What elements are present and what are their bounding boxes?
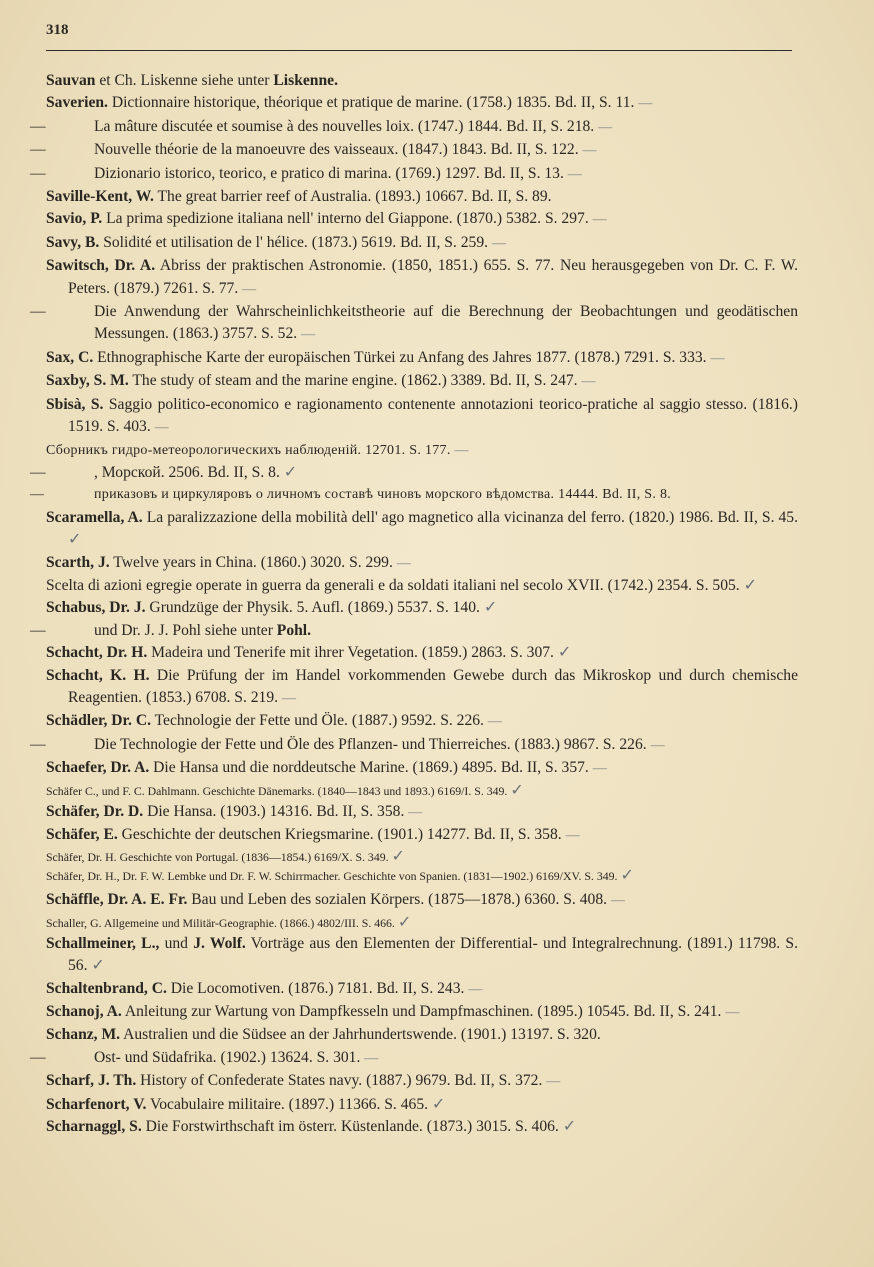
bibliography-entry [46, 1070, 798, 1093]
check-mark-icon: ✓ [91, 957, 105, 975]
bibliography-entry [30, 139, 798, 162]
entry-text: Australien und die Südsee an der Jahrhundertswende. (1901.) 13197. S. 320. [120, 1026, 601, 1044]
pencil-dash-mark: — [364, 1050, 379, 1066]
bibliography-entry [46, 1001, 798, 1024]
bibliography-entry [46, 933, 798, 978]
bibliography-entry [46, 824, 798, 847]
check-mark-icon: ✓ [68, 531, 82, 549]
check-mark-icon: ✓ [557, 644, 572, 662]
pencil-dash-mark: — [650, 737, 665, 753]
entry-author: Schädler, Dr. C. [46, 712, 151, 730]
entry-text: , Морской. 2506. Bd. II, S. 8. [94, 463, 280, 481]
pencil-dash-mark: — [598, 119, 613, 135]
pencil-dash-mark: — [565, 828, 580, 843]
entry-author: Saverien. [46, 94, 108, 112]
bibliography-entry [46, 1116, 798, 1138]
entry-text: Die Prüfung der im Handel vorkommenden Gewebe durch das Mikroskop und durch chemische Reagentien. (1853.) 6708. S. 219. [68, 666, 798, 706]
entry-author: Savy, B. [46, 233, 100, 251]
pencil-dash-mark: — [468, 981, 483, 997]
entry-text: Solidité et utilisation de l' hélice. (1873.) 5619. Bd. II, S. 259. [99, 233, 489, 251]
ditto-dash: — [30, 164, 46, 182]
bibliography-entry [46, 757, 798, 780]
entry-author: Scharfenort, V. [46, 1095, 147, 1113]
entry-text: und Dr. J. J. Pohl siehe unter [94, 621, 277, 639]
entry-reference: Liskenne. [273, 72, 338, 89]
ditto-dash: — [30, 735, 46, 753]
entry-reference: Pohl. [276, 621, 312, 639]
entry-author: Schanoj, A. [46, 1003, 122, 1021]
entry-text: Vocabulaire militaire. (1897.) 11366. S. 465. [146, 1095, 429, 1113]
entry-author: Schäfer, Dr. D. [46, 802, 144, 820]
pencil-dash-mark: — [242, 281, 257, 297]
pencil-dash-mark: — [592, 212, 607, 228]
entry-text: Vorträge aus den Elementen der Differential- und Integralrechnung. (1891.) 11798. S. 56. [68, 934, 798, 975]
entry-text: Dizionario istorico, teorico, e pratico di marina. (1769.) 1297. Bd. II, S. 13. [94, 164, 564, 182]
entry-text: Anleitung zur Wartung von Dampfkesseln und Dampfmaschinen. (1895.) 10545. Bd. II, S. 241. [121, 1003, 722, 1021]
entry-text: Schäfer C., und F. C. Dahlmann. Geschichte Dänemarks. (1840—1843 und 1893.) 6169/I. S. 349. [46, 783, 508, 798]
entry-text: Schäfer, Dr. H. Geschichte von Portugal. (1836—1854.) 6169/X. S. 349. [46, 850, 389, 865]
entry-text: Geschichte der deutschen Kriegsmarine. (1901.) 14277. Bd. II, S. 358. [117, 826, 562, 843]
check-mark-icon: ✓ [283, 463, 298, 481]
check-mark-icon: ✓ [391, 848, 405, 866]
entry-text: Abriss der praktischen Astronomie. (1850, 1851.) 655. S. 77. Neu herausgegeben von Dr. C. F. W. Peters. (1879.) 7261. S. 77. [68, 257, 799, 297]
entry-author: Scharf, J. Th. [46, 1072, 137, 1090]
entry-author: Schacht, Dr. H. [46, 644, 148, 662]
bibliography-entry [46, 1094, 798, 1116]
pencil-dash-mark: — [610, 893, 625, 909]
entry-author: Scaramella, A. [46, 508, 143, 526]
entry-author: Schanz, M. [46, 1026, 121, 1044]
pencil-dash-mark: — [581, 374, 596, 390]
check-mark-icon: ✓ [562, 1118, 577, 1136]
entry-text: und [159, 934, 194, 952]
bibliography-entry [46, 70, 798, 92]
entry-text: Ost- und Südafrika. (1902.) 13624. S. 301. [94, 1048, 361, 1066]
entry-author: Sawitsch, Dr. A. [46, 257, 156, 275]
check-mark-icon: ✓ [510, 781, 524, 799]
bibliography-entry [30, 462, 798, 484]
entry-text: La mâture discutée et soumise à des nouvelles loix. (1747.) 1844. Bd. II, S. 218. [94, 117, 595, 135]
entry-author: Schäffle, Dr. A. E. Fr. [46, 891, 188, 909]
entry-author: Schabus, Dr. J. [46, 599, 146, 617]
bibliography-entry [46, 232, 798, 255]
bibliography-entry [30, 484, 798, 506]
entry-text: Ethnographische Karte der europäischen Türkei zu Anfang des Jahres 1877. (1878.) 7291. S. 333. [93, 348, 707, 366]
entry-text: приказовъ и циркуляровъ о личномъ составѣ чиновъ морского вѣдомства. 14444. Bd. II, S. 8. [94, 487, 672, 503]
ditto-dash: — [30, 1048, 46, 1066]
pencil-dash-mark: — [408, 804, 423, 820]
entry-author: Saxby, S. M. [46, 372, 129, 390]
entry-author: Schaltenbrand, C. [46, 979, 167, 997]
bibliography-entry [46, 370, 798, 393]
ditto-dash: — [30, 141, 46, 159]
entry-text: Scelta di azioni egregie operate in guerra da generali e da soldati italiani nel secolo XVII. (1742.) 2354. S. 505. [46, 576, 740, 594]
bibliography-entry [46, 1024, 798, 1046]
entry-author: Schacht, K. H. [46, 666, 150, 684]
entry-text: Schaller, G. Allgemeine und Militär-Geographie. (1866.) 4802/III. S. 466. [46, 915, 395, 930]
entry-text: La paralizzazione della mobilità dell' ago magnetico alla vicinanza del ferro. (1820.) 1986. Bd. II, S. 45. [142, 508, 798, 526]
bibliography-entry [46, 347, 798, 370]
pencil-dash-mark: — [546, 1074, 561, 1090]
entry-text: Bau und Leben des sozialen Körpers. (1875—1878.) 6360. S. 408. [187, 891, 608, 909]
ditto-dash: — [30, 487, 45, 503]
bibliography-entry [46, 913, 798, 933]
entry-author: Savio, P. [46, 210, 103, 228]
entry-text: Die Forstwirthschaft im österr. Küstenlande. (1873.) 3015. S. 406. [141, 1118, 559, 1136]
entry-author: Sauvan [46, 72, 96, 89]
check-mark-icon: ✓ [743, 576, 757, 594]
entry-text: Technologie der Fette und Öle. (1887.) 9592. S. 226. [150, 712, 484, 730]
page-number: 318 [46, 22, 69, 38]
entry-author: Sbisà, S. [46, 395, 104, 413]
entry-text: History of Confederate States navy. (1887.) 9679. Bd. II, S. 372. [136, 1072, 543, 1090]
entry-text: Die Anwendung der Wahrscheinlichkeitstheorie auf die Berechnung der Beobachtungen und geodätischen Messungen. (1863.) 3757. S. 52. [94, 303, 798, 343]
bibliography-entry [46, 867, 798, 889]
entry-text: Сборникъ гидро-метеорологическихъ наблюденій. 12701. S. 177. [46, 442, 451, 458]
bibliography-entry [46, 394, 798, 440]
bibliography-entry [30, 734, 798, 757]
entry-text: The great barrier reef of Australia. (1893.) 10667. Bd. II, S. 89. [153, 188, 552, 206]
bibliography-list [30, 70, 799, 1138]
bibliography-entry [46, 552, 798, 575]
bibliography-entry [46, 889, 798, 912]
bibliography-entry [46, 186, 798, 208]
pencil-dash-mark: — [301, 327, 316, 343]
bibliography-entry [30, 163, 798, 186]
pencil-dash-mark: — [582, 143, 597, 159]
pencil-dash-mark: — [487, 714, 502, 730]
entry-text: Dictionnaire historique, théorique et pratique de marine. (1758.) 1835. Bd. II, S. 11. [107, 94, 635, 112]
ditto-dash: — [30, 303, 46, 321]
entry-text: Die Locomotiven. (1876.) 7181. Bd. II, S. 243. [166, 979, 465, 997]
entry-author: Schäfer, E. [46, 826, 118, 843]
pencil-dash-mark: — [592, 761, 607, 777]
pencil-dash-mark: — [710, 350, 725, 366]
bibliography-entry [46, 642, 798, 664]
entry-text: Grundzüge der Physik. 5. Aufl. (1869.) 5537. S. 140. [145, 599, 480, 617]
pencil-dash-mark: — [567, 166, 582, 182]
entry-author: Schaefer, Dr. A. [46, 759, 150, 777]
ditto-dash: — [30, 463, 46, 481]
bibliography-entry [46, 507, 798, 552]
pencil-dash-mark: — [491, 235, 506, 251]
bibliography-entry [46, 208, 798, 231]
pencil-dash-mark: — [154, 420, 169, 436]
pencil-dash-mark: — [396, 555, 411, 571]
bibliography-entry [46, 440, 798, 462]
check-mark-icon: ✓ [397, 913, 412, 931]
pencil-dash-mark: — [454, 442, 469, 458]
entry-author: Saville-Kent, W. [46, 188, 154, 206]
entry-author: Sax, C. [46, 348, 94, 366]
pencil-dash-mark: — [638, 96, 653, 112]
bibliography-entry [30, 620, 798, 642]
entry-text: Madeira und Tenerife mit ihrer Vegetation. (1859.) 2863. S. 307. [147, 644, 554, 662]
bibliography-entry [46, 847, 798, 867]
bibliography-entry [30, 1047, 798, 1070]
bibliography-entry [46, 665, 798, 711]
entry-text: The study of steam and the marine engine. (1862.) 3389. Bd. II, S. 247. [128, 372, 578, 390]
entry-text: Saggio politico-economico e ragionamento contenente annotazioni teorico-pratiche al saggio stesso. (1816.) 1519. S. 403. [68, 395, 798, 436]
ditto-dash: — [30, 621, 46, 639]
bibliography-entry [46, 710, 798, 733]
check-mark-icon: ✓ [431, 1095, 446, 1113]
header-rule [46, 50, 792, 51]
entry-text: Die Hansa. (1903.) 14316. Bd. II, S. 358. [143, 802, 405, 820]
entry-text: Die Technologie der Fette und Öle des Pflanzen- und Thierreiches. (1883.) 9867. S. 226. [94, 735, 647, 753]
entry-text: Schäfer, Dr. H., Dr. F. W. Lembke und Dr. F. W. Schirrmacher. Geschichte von Spanien. (1831—1902.) 6169/XV. S. 349. [46, 869, 618, 884]
pencil-dash-mark: — [281, 690, 296, 706]
entry-text: Nouvelle théorie de la manoeuvre des vaisseaux. (1847.) 1843. Bd. II, S. 122. [94, 141, 579, 159]
pencil-dash-mark: — [725, 1005, 740, 1021]
bibliography-entry [46, 978, 798, 1001]
bibliography-entry [46, 92, 798, 115]
entry-coauthor: J. Wolf. [193, 934, 246, 952]
bibliography-entry [46, 781, 798, 801]
entry-text: Die Hansa und die norddeutsche Marine. (1869.) 4895. Bd. II, S. 357. [149, 759, 589, 777]
bibliography-entry [30, 301, 798, 347]
entry-author: Scharnaggl, S. [46, 1118, 142, 1136]
ditto-dash: — [30, 117, 46, 135]
entry-author: Scarth, J. [46, 553, 110, 571]
bibliography-entry [46, 255, 798, 301]
bibliography-entry [46, 575, 798, 597]
entry-author: Schallmeiner, L., [46, 934, 160, 952]
entry-text: Twelve years in China. (1860.) 3020. S. 299. [109, 553, 393, 571]
check-mark-icon: ✓ [483, 599, 498, 617]
bibliography-entry [46, 597, 798, 619]
entry-text: et Ch. Liskenne siehe unter [95, 72, 274, 89]
bibliography-entry [30, 116, 798, 139]
bibliography-entry [46, 801, 798, 824]
entry-text: La prima spedizione italiana nell' interno del Giappone. (1870.) 5382. S. 297. [102, 210, 589, 228]
check-mark-icon: ✓ [620, 867, 634, 885]
